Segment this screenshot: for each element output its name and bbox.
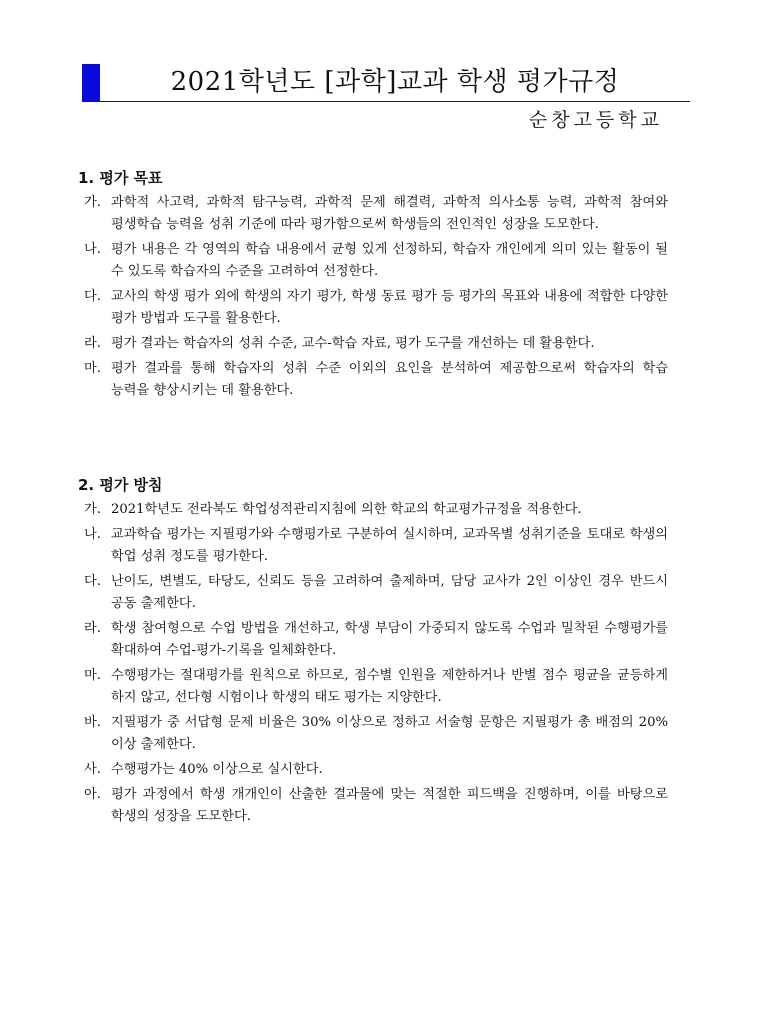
item-text: 학생 참여형으로 수업 방법을 개선하고, 학생 부담이 가중되지 않도록 수업과 밀착된 수행평가를 확대하여 수업-평가-기록을 일체화한다. (111, 621, 668, 658)
title-accent-bar (82, 64, 100, 101)
item-marker: 라. (84, 336, 101, 351)
item-marker: 다. (84, 574, 101, 589)
page-title: 2021학년도 [과학]교과 학생 평가규정 (170, 67, 620, 97)
item-marker: 바. (84, 715, 101, 730)
item-text: 교과학습 평가는 지필평가와 수행평가로 구분하여 실시하며, 교과목별 성취기준을 토대로 학생의 학업 성취 정도를 평가한다. (111, 527, 668, 564)
item-text: 수행평가는 절대평가를 원칙으로 하므로, 점수별 인원을 제한하거나 반별 점수 평균을 균등하게 하지 않고, 선다형 시험이나 학생의 태도 평가는 지양한다. (111, 668, 668, 705)
list-item (78, 524, 668, 568)
list-item (78, 499, 668, 521)
list-item (78, 192, 668, 236)
item-marker: 마. (84, 668, 101, 683)
item-text: 평가 과정에서 학생 개개인이 산출한 결과물에 맞는 적절한 피드백을 진행하며, 이를 바탕으로 학생의 성장을 도모한다. (111, 787, 668, 824)
list-item (78, 571, 668, 615)
item-marker: 다. (84, 289, 101, 304)
item-marker: 나. (84, 527, 101, 542)
list-item (78, 286, 668, 330)
item-text: 평가 내용은 각 영역의 학습 내용에서 균형 있게 선정하되, 학습자 개인에게 의미 있는 활동이 될 수 있도록 학습자의 수준을 고려하여 선정한다. (111, 242, 668, 279)
item-text: 2021학년도 전라북도 학업성적관리지침에 의한 학교의 학교평가규정을 적용한다. (111, 502, 582, 517)
item-marker: 아. (84, 787, 101, 802)
section-heading: 1. 평가 목표 (78, 169, 163, 187)
list-item (78, 759, 668, 781)
list-item (78, 239, 668, 283)
section-heading: 2. 평가 방침 (78, 476, 163, 494)
item-marker: 마. (84, 361, 101, 376)
item-text: 지필평가 중 서답형 문제 비율은 30% 이상으로 정하고 서술형 문항은 지필평가 총 배점의 20% 이상 출제한다. (111, 715, 668, 752)
school-name: 순창고등학교 (528, 109, 663, 131)
item-marker: 가. (84, 502, 101, 517)
item-marker: 가. (84, 195, 101, 210)
section-evaluation-goals (78, 167, 668, 405)
list-item (78, 712, 668, 756)
section-evaluation-policy (78, 474, 668, 831)
list-item (78, 784, 668, 828)
item-text: 수행평가는 40% 이상으로 실시한다. (111, 762, 323, 777)
item-text: 평가 결과를 통해 학습자의 성취 수준 이외의 요인을 분석하여 제공함으로써 학습자의 학습 능력을 향상시키는 데 활용한다. (111, 361, 668, 398)
item-text: 평가 결과는 학습자의 성취 수준, 교수-학습 자료, 평가 도구를 개선하는 데 활용한다. (111, 336, 595, 351)
item-text: 과학적 사고력, 과학적 탐구능력, 과학적 문제 해결력, 과학적 의사소통 능력, 과학적 참여와 평생학습 능력을 성취 기준에 따라 평가함으로써 학생들의 전인적인 성장을 도모한다. (111, 195, 668, 232)
title-divider (82, 101, 690, 102)
item-marker: 라. (84, 621, 101, 636)
list-item (78, 358, 668, 402)
item-marker: 사. (84, 762, 101, 777)
list-item (78, 665, 668, 709)
item-marker: 나. (84, 242, 101, 257)
item-text: 교사의 학생 평가 외에 학생의 자기 평가, 학생 동료 평가 등 평가의 목표와 내용에 적합한 다양한 평가 방법과 도구를 활용한다. (111, 289, 668, 326)
list-item (78, 333, 668, 355)
list-item (78, 618, 668, 662)
item-text: 난이도, 변별도, 타당도, 신뢰도 등을 고려하여 출제하며, 담당 교사가 2인 이상인 경우 반드시 공동 출제한다. (111, 574, 668, 611)
